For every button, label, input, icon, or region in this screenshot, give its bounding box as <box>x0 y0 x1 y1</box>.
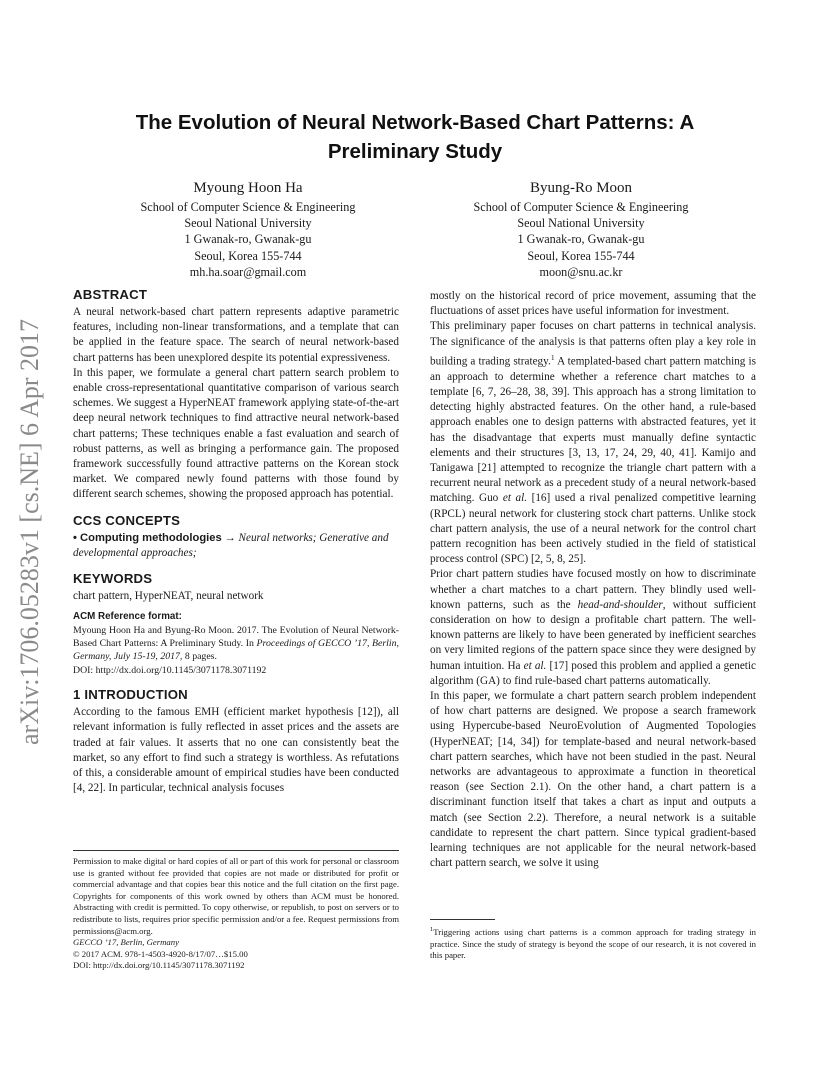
p2-text-b: A templated-based chart pattern matching is an approach to determine whether a reference chart matches to a template [6, 7, 26–28, 38, 39]. This approach has a strong limitation to detecting highly abstracted features. On the other hand, a rule-based approach enables one to design patterns with abstracted features, yet it has the disadvantage that experts must manually define syntactic elements and their structures [3, 13, 17, 24, 29, 40, 41]. Kamijo and Tanigawa [21] attempted to recognize the triangle chart pattern with a recurrent neural network as a precedent study of a neural network-based matching. Guo <box>430 355 756 505</box>
acm-reference <box>73 610 399 623</box>
abstract-heading: ABSTRACT <box>73 287 148 302</box>
author-email[interactable]: moon@snu.ac.kr <box>539 264 623 279</box>
keywords-text: chart pattern, HyperNEAT, neural network <box>73 590 264 603</box>
author-address: 1 Gwanak-ro, Gwanak-gu <box>517 232 645 247</box>
footnote <box>430 919 756 962</box>
author-name: Myoung Hoon Ha <box>193 180 303 196</box>
author-address: 1 Gwanak-ro, Gwanak-gu <box>184 232 312 247</box>
arxiv-identifier: arXiv:1706.05283v1 [cs.NE] 6 Apr 2017 <box>15 318 44 745</box>
permission-text: Permission to make digital or hard copies of all or part of this work for personal or classroom use is granted without fee provided that copies are not made or distributed for profit or commercial advantage and that copies bear this notice and the full citation on the first page. Copyrights for components of this work owned by others than ACM must be honored. Abstracting with credit is permitted. To copy otherwise, or republish, to post on servers or to redistribute to lists, requires prior specific permission and/or a fee. Request permissions from permissions@acm.org. <box>73 856 399 936</box>
ccs-concepts <box>73 531 399 561</box>
permission-doi[interactable]: DOI: http://dx.doi.org/10.1145/3071178.3071192 <box>73 960 245 971</box>
p3-text-b: , without sufficient consideration on how to design a profitable chart pattern. The well-known patterns are likely to have been generated by inefficient searches on very limited regions of the pattern space since they were designed by human intuition. Ha <box>430 598 756 672</box>
p2-text-c: [16] used a rival penalized competitive learning (RPCL) neural network for clustering stock chart patterns. Unlike stock chart pattern analysis, the use of a neural network for the control chart pattern recognition has been actively studied in the field of statistical process control (SPC) [2, 5, 8, 25]. <box>430 492 756 566</box>
keywords-heading: KEYWORDS <box>73 571 153 587</box>
permission-copyright: © 2017 ACM. 978-1-4503-4920-8/17/07…$15.00 <box>73 948 248 959</box>
right-paragraph-2 <box>430 319 756 567</box>
introduction-heading: 1 INTRODUCTION <box>73 687 188 703</box>
introduction-paragraph-1: According to the famous EMH (efficient market hypothesis [12]), all relevant information is fully reflected in asset prices and the assets are traded at fair values. It asserts that no one can consistently beat the market, so any effort to find such a strategy is worthless. As refutations of this, a considerable amount of empirical studies have been conducted [4, 22]. In particular, technical analysis focuses <box>73 706 399 795</box>
p3-etal: et al. <box>523 659 547 672</box>
right-paragraph-3 <box>430 567 756 689</box>
acm-ref-doi[interactable]: DOI: http://dx.doi.org/10.1145/3071178.3071192 <box>73 664 267 676</box>
footnote-text: Triggering actions using chart patterns is a common approach for trading strategy in practice. Since the study of strategy is beyond the scope of our research, it is not covered in this paper. <box>430 926 756 961</box>
acm-ref-text-a: Myoung Hoon Ha and Byung-Ro Moon. 2017. The Evolution of Neural Network-Based Chart Patterns: A Preliminary Study. In <box>73 624 399 650</box>
ccs-topics: Neural networks; Generative and developmental approaches; <box>73 531 389 559</box>
permission-venue <box>73 937 399 949</box>
author-email[interactable]: mh.ha.soar@gmail.com <box>189 264 307 279</box>
author-dept: School of Computer Science & Engineering <box>140 200 356 214</box>
author-univ: Seoul National University <box>517 216 645 231</box>
footnote-mark: 1 <box>430 926 434 933</box>
p2-text-a: This preliminary paper focuses on chart patterns in technical analysis. The significance of the analysis is that patterns often play a key role in building a trading strategy. <box>430 320 756 368</box>
paper-title <box>80 108 750 166</box>
acm-ref-heading: ACM Reference format: <box>73 611 182 623</box>
title-line-2: Preliminary Study <box>327 140 503 163</box>
author-dept: School of Computer Science & Engineering <box>473 200 689 214</box>
author-city: Seoul, Korea 155-744 <box>194 248 302 263</box>
footnote-marker[interactable]: 1 <box>550 352 555 362</box>
author-block-1 <box>98 178 398 280</box>
footnote-rule <box>430 919 495 920</box>
abstract-paragraph-1: A neural network-based chart pattern represents adaptive parametric features, including non-linear transformations, and a template that can be applied in the feature space. The search of neural network-based chart patterns has been unexplored despite its potential expressiveness. <box>73 306 399 364</box>
author-block-2 <box>431 178 731 280</box>
p3-text-c: [17] posed this problem and applied a genetic algorithm (GA) to find rule-based chart patterns automatically. <box>430 659 756 687</box>
p2-etal: et al. <box>502 492 528 505</box>
right-paragraph-1: mostly on the historical record of price movement, assuming that the fluctuations of asset prices have useful information for investment. <box>430 290 756 318</box>
ccs-bullet: • Computing methodologies <box>73 531 222 544</box>
right-column <box>430 289 756 871</box>
permission-notice <box>73 850 399 972</box>
p3-text-a: Prior chart pattern studies have focused mostly on how to discriminate whether a chart matches to a chart pattern. They blindly used well-known patterns, such as the <box>430 568 756 611</box>
acm-ref-proceedings: Proceedings of GECCO ’17, Berlin, Germany, July 15-19, 2017, <box>73 638 399 663</box>
right-paragraph-4: In this paper, we formulate a chart pattern search problem independent of how chart patterns are designed. We propose a search framework using Hypercube-based NeuroEvolution of Augmented Topologies (HyperNEAT; [14, 34]) for template-based and neural network-based chart pattern searches, which have not been studied in the past. Neural networks are advantageous to approximate a function in theoretical reason (see Section 2.1). On the other hand, a chart pattern is a discriminant function itself that takes a chart as input and outputs a match (see Section 2.2). Therefore, a neural network is a suitable candidate to represent the chart pattern. Since typical gradient-based learning techniques are not applicable for the neural network-based chart pattern search, we solve it using <box>430 690 756 870</box>
left-column <box>73 287 399 797</box>
ccs-arrow: → <box>221 531 239 544</box>
acm-reference-text <box>73 624 399 664</box>
venue-text: GECCO ’17, Berlin, Germany <box>73 937 179 948</box>
author-name: Byung-Ro Moon <box>529 180 633 196</box>
ccs-heading: CCS CONCEPTS <box>73 512 181 528</box>
author-city: Seoul, Korea 155-744 <box>527 248 635 263</box>
acm-ref-text-b: 8 pages. <box>182 651 217 663</box>
p3-italic: head-and-shoulder <box>577 598 663 611</box>
author-univ: Seoul National University <box>184 216 312 231</box>
abstract-paragraph-2: In this paper, we formulate a general chart pattern search problem to enable cross-representational quantitative comparison of various search schemes. We suggest a HyperNEAT framework applying state-of-the-art deep neural network techniques to find attractive neural network-based chart patterns; These techniques enable a fast evaluation and search of robust patterns, as well as bringing a performance gain. The proposed framework successfully found attractive patterns on the Korean stock market. We compared newly found patterns with those found by different search schemes, showing the proposed approach has potential. <box>73 366 399 501</box>
title-line-1: The Evolution of Neural Network-Based Chart Patterns: A <box>135 111 695 134</box>
